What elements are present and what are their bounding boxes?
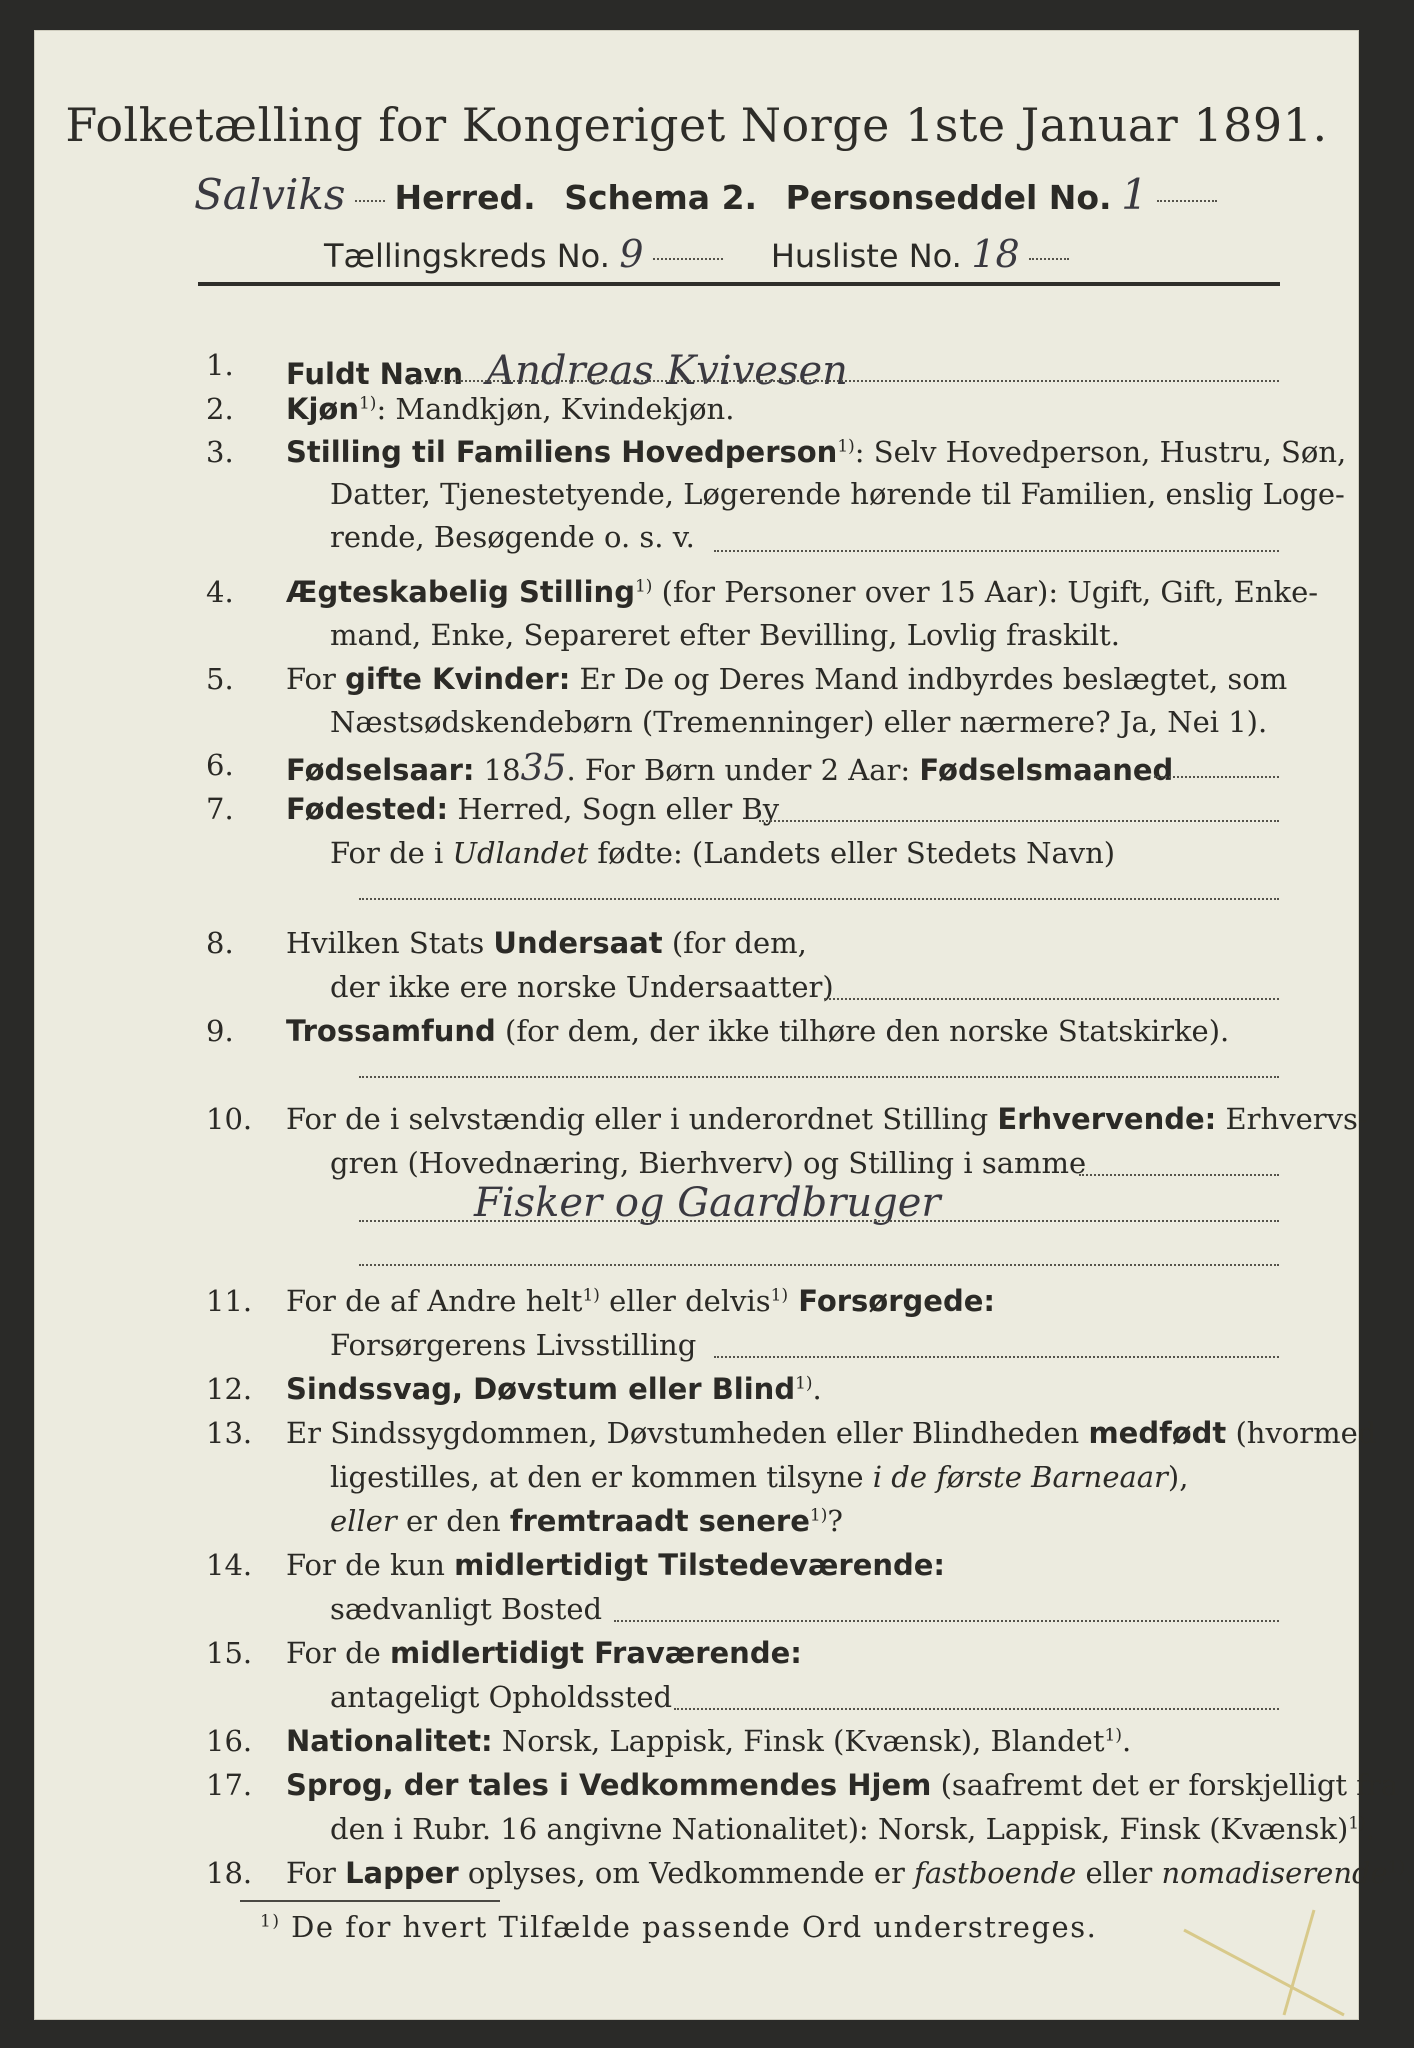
herred-label: Herred. xyxy=(394,178,536,217)
item-3-cont-2: rende, Besøgende o. s. v. xyxy=(330,520,695,554)
footnote-mark: 1) xyxy=(1387,1857,1406,1878)
item-number: 10. xyxy=(206,1102,253,1136)
footnote-mark: 1) xyxy=(1348,1813,1366,1834)
item-13-cont2-a: eller xyxy=(330,1504,397,1538)
item-10-pre: For de i selvstændig eller i underordnet Stilling xyxy=(286,1102,998,1136)
dotted-fill xyxy=(714,550,1279,552)
birth-year-prefix: 18 xyxy=(483,753,521,787)
personseddel-value: 1 xyxy=(1121,170,1148,219)
item-13-cont2-c: fremtraadt senere xyxy=(509,1504,810,1538)
item-9-text: (for dem, der ikke tilhøre den norske Statskirke). xyxy=(495,1014,1230,1048)
husliste-label: Husliste No. xyxy=(770,237,962,275)
item-13-text: (hvormed xyxy=(1226,1416,1377,1450)
item-number: 18. xyxy=(206,1856,253,1890)
item-9-label: Trossamfund xyxy=(286,1014,496,1048)
item-7-cont xyxy=(330,836,1115,870)
item-number: 9. xyxy=(206,1014,234,1048)
item-number: 7. xyxy=(206,792,234,826)
item-13-cont-1 xyxy=(330,1460,1188,1494)
item-3-line xyxy=(286,435,1346,469)
item-14-pre: For de kun xyxy=(286,1548,455,1582)
dotted-fill xyxy=(614,1620,1279,1622)
item-number: 11. xyxy=(206,1284,253,1318)
item-15-cont: antageligt Opholdssted xyxy=(330,1680,673,1714)
item-14-line xyxy=(286,1548,945,1582)
footnote-text: De for hvert Tilfælde passende Ord understreges. xyxy=(280,1910,1098,1944)
item-11-label: Forsørgede: xyxy=(788,1284,995,1318)
pencil-marks xyxy=(1174,1910,1354,2020)
item-7-cont-a: For de i xyxy=(330,836,453,870)
item-18-end: . xyxy=(1405,1856,1414,1890)
herred-line xyxy=(194,170,1217,219)
item-16-end: . xyxy=(1121,1724,1132,1758)
dotted-fill xyxy=(359,1076,1279,1078)
item-12-line xyxy=(286,1372,822,1406)
item-number: 3. xyxy=(206,435,234,469)
item-8-pre: Hvilken Stats xyxy=(286,926,494,960)
item-17-cont xyxy=(330,1812,1375,1846)
footnote-mark: 1) xyxy=(770,1285,789,1306)
footnote-mark: 1) xyxy=(795,1373,813,1394)
item-11-mid: eller delvis xyxy=(599,1284,771,1318)
item-6-label-2: Fødselsmaaned xyxy=(919,753,1174,787)
item-7-line xyxy=(286,792,779,826)
item-18-it-1: fastboende xyxy=(914,1856,1077,1890)
dotted-fill xyxy=(1079,1174,1279,1176)
item-2-line xyxy=(286,392,734,426)
item-16-line xyxy=(286,1724,1131,1758)
footnote-mark: 1) xyxy=(634,576,653,597)
item-11-cont: Forsørgerens Livsstilling xyxy=(330,1328,697,1362)
item-6-line xyxy=(286,748,1173,789)
item-7-label: Fødested: xyxy=(286,792,449,826)
item-3-text: : Selv Hovedperson, Hustru, Søn, xyxy=(854,435,1347,469)
footnote-mark: 1) xyxy=(358,393,377,414)
item-13-cont-b: i de første Barneaar xyxy=(872,1460,1168,1494)
footnote xyxy=(260,1910,1097,1944)
item-15-label: midlertidigt Fraværende: xyxy=(390,1636,802,1670)
item-18-label: Lapper xyxy=(345,1856,459,1890)
item-13-cont-a: ligestilles, at den er kommen tilsyne xyxy=(330,1460,873,1494)
item-1-line xyxy=(286,348,848,394)
dotted-fill xyxy=(714,1356,1279,1358)
pencil-stroke xyxy=(1284,1910,1314,2015)
item-17-line xyxy=(286,1768,1398,1802)
item-13-cont2-b: er den xyxy=(396,1504,510,1538)
item-number: 14. xyxy=(206,1548,253,1582)
item-8-line xyxy=(286,926,807,960)
census-form-page xyxy=(34,30,1414,2020)
item-13-cont2-d: ? xyxy=(827,1504,843,1538)
item-8-cont: der ikke ere norske Undersaatter) xyxy=(330,970,834,1004)
herred-value: Salviks xyxy=(194,170,346,219)
item-12-text: . xyxy=(812,1372,822,1406)
dots xyxy=(1157,200,1217,202)
item-17-cont-b: . xyxy=(1365,1812,1375,1846)
item-number: 4. xyxy=(206,575,234,609)
item-18-it-2: nomadiserende xyxy=(1161,1856,1388,1890)
item-2-text: : Mandkjøn, Kvindekjøn. xyxy=(376,392,735,426)
footnote-mark: 1) xyxy=(837,436,855,457)
footnote-mark: 1) xyxy=(582,1285,600,1306)
dotted-fill xyxy=(359,1264,1279,1266)
item-number: 5. xyxy=(206,662,234,696)
item-2-label: Kjøn xyxy=(286,392,359,426)
item-5-cont: Næstsødskendebørn (Tremenninger) eller nærmere? Ja, Nei 1). xyxy=(330,705,1268,739)
item-10-label: Erhvervende: xyxy=(997,1102,1217,1136)
dotted-fill xyxy=(409,380,1279,382)
item-3-cont-1: Datter, Tjenestetyende, Løgerende hørende til Familien, enslig Loge- xyxy=(330,477,1345,511)
item-5-text: Er De og Deres Mand indbyrdes beslægtet, som xyxy=(570,662,1288,696)
item-number: 6. xyxy=(206,748,234,782)
form-title: Folketælling for Kongeriget Norge 1ste Januar 1891. xyxy=(65,98,1328,152)
item-13-pre: Er Sindssygdommen, Døvstumheden eller Blindheden xyxy=(286,1416,1089,1450)
taellingskreds-label: Tællingskreds No. xyxy=(324,237,610,275)
item-13-cont-c: ), xyxy=(1167,1460,1189,1494)
dots xyxy=(653,258,723,260)
item-3-label: Stilling til Familiens Hovedperson xyxy=(286,435,838,469)
dotted-fill xyxy=(359,1220,1279,1222)
footnote-mark: 1) xyxy=(809,1505,828,1526)
item-number: 2. xyxy=(206,392,234,426)
item-13-line xyxy=(286,1416,1376,1450)
personseddel-label: Personseddel No. xyxy=(785,178,1112,217)
item-11-pre: For de af Andre helt xyxy=(286,1284,583,1318)
item-4-label: Ægteskabelig Stilling xyxy=(286,575,635,609)
item-18-line xyxy=(286,1856,1414,1890)
dots xyxy=(1029,258,1069,260)
item-number: 8. xyxy=(206,926,234,960)
item-9-line xyxy=(286,1014,1229,1048)
item-17-cont-a: den i Rubr. 16 angivne Nationalitet): Norsk, Lappisk, Finsk (Kvænsk) xyxy=(330,1812,1349,1846)
item-18-text: oplyses, om Vedkommende er xyxy=(458,1856,915,1890)
item-number: 17. xyxy=(206,1768,253,1802)
item-10-line xyxy=(286,1102,1368,1136)
item-14-cont: sædvanligt Bosted xyxy=(330,1592,603,1626)
item-16-text: Norsk, Lappisk, Finsk (Kvænsk), Blandet xyxy=(492,1724,1105,1758)
footnote-mark: 1) xyxy=(260,1911,281,1932)
dotted-fill xyxy=(759,820,1279,822)
item-12-label: Sindssvag, Døvstum eller Blind xyxy=(286,1372,796,1406)
item-13-label: medfødt xyxy=(1088,1416,1227,1450)
item-1-label: Fuldt Navn xyxy=(286,357,464,391)
header-rule xyxy=(198,282,1280,286)
item-number: 12. xyxy=(206,1372,253,1406)
pencil-stroke xyxy=(1184,1930,1344,2015)
item-14-label: midlertidigt Tilstedeværende: xyxy=(454,1548,946,1582)
item-18-mid: eller xyxy=(1076,1856,1162,1890)
dotted-fill xyxy=(824,998,1279,1000)
item-18-pre: For xyxy=(286,1856,346,1890)
dotted-fill xyxy=(359,898,1279,900)
item-7-text: Herred, Sogn eller By xyxy=(448,792,780,826)
item-8-label: Undersaat xyxy=(493,926,663,960)
item-16-label: Nationalitet: xyxy=(286,1724,493,1758)
item-15-pre: For de xyxy=(286,1636,391,1670)
item-number: 16. xyxy=(206,1724,253,1758)
item-6-label: Fødselsaar: xyxy=(286,753,475,787)
item-17-label: Sprog, der tales i Vedkommendes Hjem xyxy=(286,1768,932,1802)
taellingskreds-value: 9 xyxy=(619,232,644,276)
item-5-label: gifte Kvinder: xyxy=(345,662,571,696)
footnote-rule xyxy=(240,1900,500,1902)
full-name-value: Andreas Kvivesen xyxy=(486,348,848,394)
item-6-text: . For Børn under 2 Aar: xyxy=(566,753,920,787)
item-10-text: Erhvervs- xyxy=(1216,1102,1368,1136)
item-8-text: (for dem, xyxy=(662,926,807,960)
item-number: 15. xyxy=(206,1636,253,1670)
item-number: 13. xyxy=(206,1416,253,1450)
taellingskreds-line xyxy=(324,232,1069,276)
item-5-line xyxy=(286,662,1287,696)
item-17-text: (saafremt det er forskjelligt fra xyxy=(931,1768,1399,1802)
item-15-line xyxy=(286,1636,802,1670)
husliste-value: 18 xyxy=(971,232,1020,276)
schema-label: Schema 2. xyxy=(564,178,758,217)
item-number: 1. xyxy=(206,348,234,382)
item-5-pre: For xyxy=(286,662,346,696)
item-7-cont-c: fødte: (Landets eller Stedets Navn) xyxy=(588,836,1116,870)
item-7-cont-b: Udlandet xyxy=(452,836,589,870)
footnote-mark: 1) xyxy=(1104,1725,1122,1746)
dots xyxy=(355,200,385,202)
item-13-cont-2 xyxy=(330,1504,843,1538)
item-10-cont: gren (Hovednæring, Bierhverv) og Stilling i samme xyxy=(330,1146,1087,1180)
dotted-fill xyxy=(1154,776,1279,778)
occupation-value: Fisker og Gaardbruger xyxy=(474,1180,941,1226)
item-11-line xyxy=(286,1284,995,1318)
item-4-cont: mand, Enke, Separeret efter Bevilling, Lovlig fraskilt. xyxy=(330,618,1120,652)
birth-year-value: 35 xyxy=(520,748,567,789)
item-4-text: (for Personer over 15 Aar): Ugift, Gift, Enke- xyxy=(652,575,1319,609)
dotted-fill xyxy=(674,1708,1279,1710)
item-4-line xyxy=(286,575,1318,609)
